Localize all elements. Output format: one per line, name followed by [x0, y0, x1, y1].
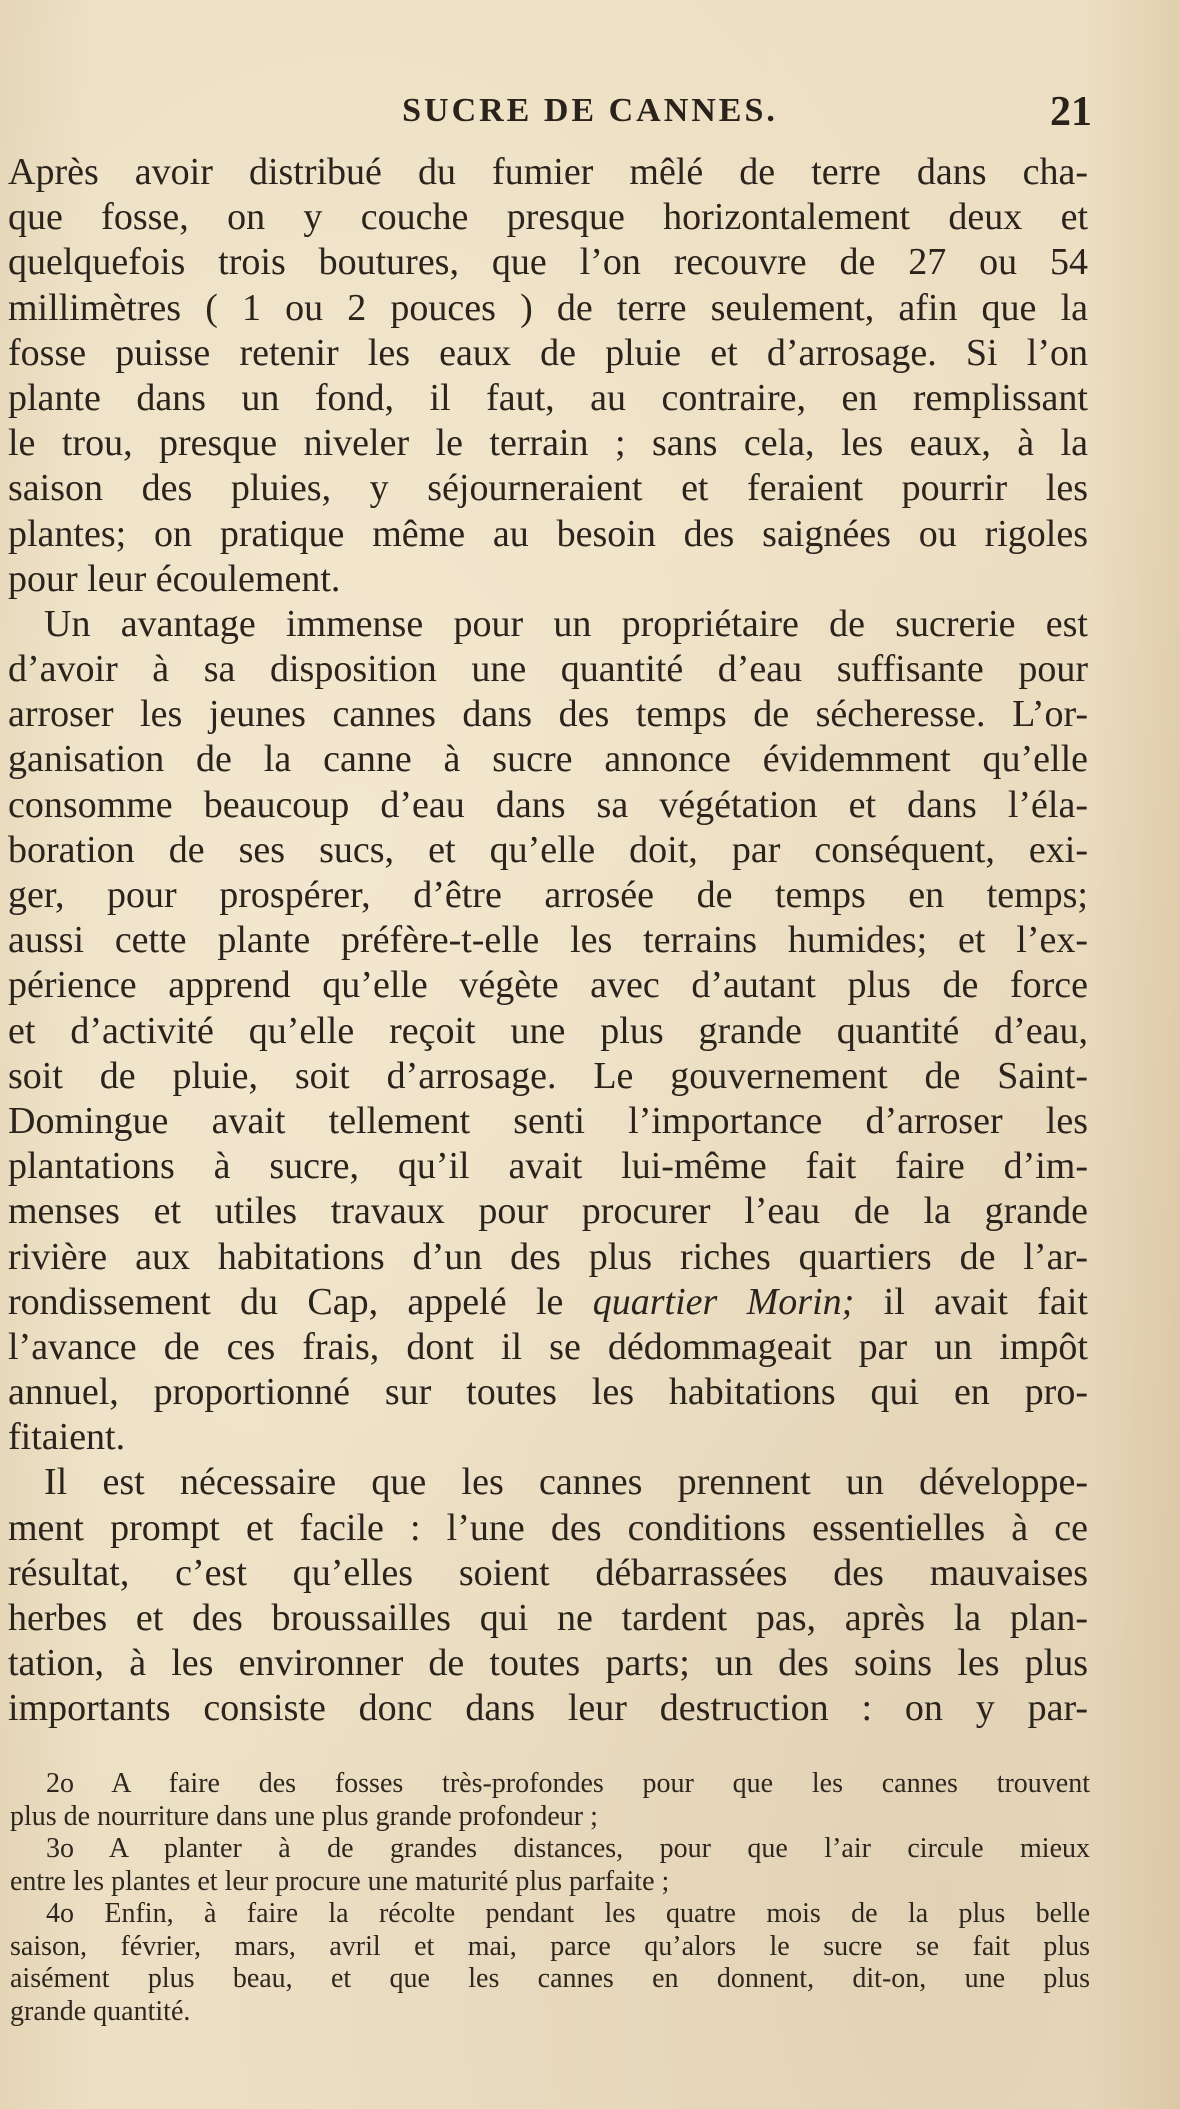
paragraph-start: Il est nécessaire que les cannes prennent un développe-	[44, 1461, 1088, 1504]
text-line: plantations à sucre, qu’il avait lui-même fait faire d’im-	[8, 1145, 1088, 1188]
text-line: quelquefois trois boutures, que l’on recouvre de 27 ou 54	[8, 241, 1088, 284]
italic-place-name: quartier Morin;	[592, 1280, 855, 1323]
text-line: herbes et des broussailles qui ne tardent pas, après la plan-	[8, 1597, 1088, 1639]
text-line: arroser les jeunes cannes dans des temps de sécheresse. L’or-	[8, 693, 1088, 736]
text-line: soit de pluie, soit d’arrosage. Le gouvernement de Saint-	[8, 1054, 1088, 1097]
text-line: Domingue avait tellement senti l’importance d’arroser les	[8, 1099, 1088, 1142]
line-head: rondissement du Cap, appelé le	[8, 1280, 564, 1323]
text-line: aussi cette plante préfère-t-elle les terrains humides; et l’ex-	[8, 919, 1088, 962]
text-line: ger, pour prospérer, d’être arrosée de temps en temps;	[8, 874, 1088, 916]
footnote-line: saison, février, mars, avril et mai, parce qu’alors le sucre se fait plus	[10, 1930, 1090, 1962]
text-line: tation, à les environner de toutes parts; un des soins les plus	[8, 1642, 1088, 1685]
text-line: plante dans un fond, il faut, au contraire, en remplissant	[8, 376, 1088, 419]
text-line: ganisation de la canne à sucre annonce évidemment qu’elle	[8, 738, 1088, 781]
text-line: d’avoir à sa disposition une quantité d’eau suffisante pour	[8, 648, 1088, 691]
paragraph-start: Un avantage immense pour un propriétaire de sucrerie est	[44, 602, 1088, 645]
footnote-line: 4o Enfin, à faire la récolte pendant les quatre mois de la plus belle	[46, 1898, 1090, 1929]
text-line: fosse puisse retenir les eaux de pluie et d’arrosage. Si l’on	[8, 331, 1088, 374]
footnote-line: plus de nourriture dans une plus grande profondeur ;	[10, 1800, 598, 1832]
text-line: millimètres ( 1 ou 2 pouces ) de terre seulement, afin que la	[8, 286, 1088, 329]
page-number: 21	[1050, 89, 1092, 135]
text-line: et d’activité qu’elle reçoit une plus grande quantité d’eau,	[8, 1009, 1088, 1052]
text-line: pour leur écoulement.	[8, 557, 341, 600]
footnote-line: entre les plantes et leur procure une maturité plus parfaite ;	[10, 1865, 670, 1897]
text-line: rivière aux habitations d’un des plus riches quartiers de l’ar-	[8, 1235, 1088, 1278]
text-line: annuel, proportionné sur toutes les habitations qui en pro-	[8, 1371, 1088, 1414]
text-line: saison des pluies, y séjourneraient et feraient pourrir les	[8, 467, 1088, 510]
text-line: fitaient.	[8, 1416, 126, 1459]
main-text	[8, 150, 1088, 1732]
footnote-line: 2o A faire des fosses très-profondes pour que les cannes trouvent	[46, 1768, 1090, 1799]
text-line: boration de ses sucs, et qu’elle doit, par conséquent, exi-	[8, 828, 1088, 871]
footnote-line: 3o A planter à de grandes distances, pour que l’air circule mieux	[46, 1833, 1090, 1864]
footnotes	[10, 1768, 1090, 2028]
text-line: importants consiste donc dans leur destruction : on y par-	[8, 1687, 1088, 1730]
text-line-with-italic	[8, 1280, 1088, 1325]
text-line: que fosse, on y couche presque horizontalement deux et	[8, 196, 1088, 239]
page-header	[0, 89, 1180, 142]
text-line: menses et utiles travaux pour procurer l’eau de la grande	[8, 1190, 1088, 1233]
text-line: Après avoir distribué du fumier mêlé de terre dans cha-	[8, 151, 1088, 193]
running-title: SUCRE DE CANNES.	[402, 92, 778, 129]
line-tail: il avait fait	[854, 1280, 1088, 1323]
text-line: consomme beaucoup d’eau dans sa végétation et dans l’éla-	[8, 783, 1088, 826]
footnote-line: aisément plus beau, et que les cannes en donnent, dit-on, une plus	[10, 1963, 1090, 1994]
text-line: ment prompt et facile : l’une des conditions essentielles à ce	[8, 1506, 1088, 1549]
text-line: résultat, c’est qu’elles soient débarrassées des mauvaises	[8, 1551, 1088, 1594]
text-line: l’avance de ces frais, dont il se dédommageait par un impôt	[8, 1325, 1088, 1368]
text-line: plantes; on pratique même au besoin des saignées ou rigoles	[8, 512, 1088, 555]
text-line: le trou, presque niveler le terrain ; sans cela, les eaux, à la	[8, 422, 1088, 465]
text-line: périence apprend qu’elle végète avec d’autant plus de force	[8, 964, 1088, 1007]
footnote-line: grande quantité.	[10, 1995, 191, 2027]
